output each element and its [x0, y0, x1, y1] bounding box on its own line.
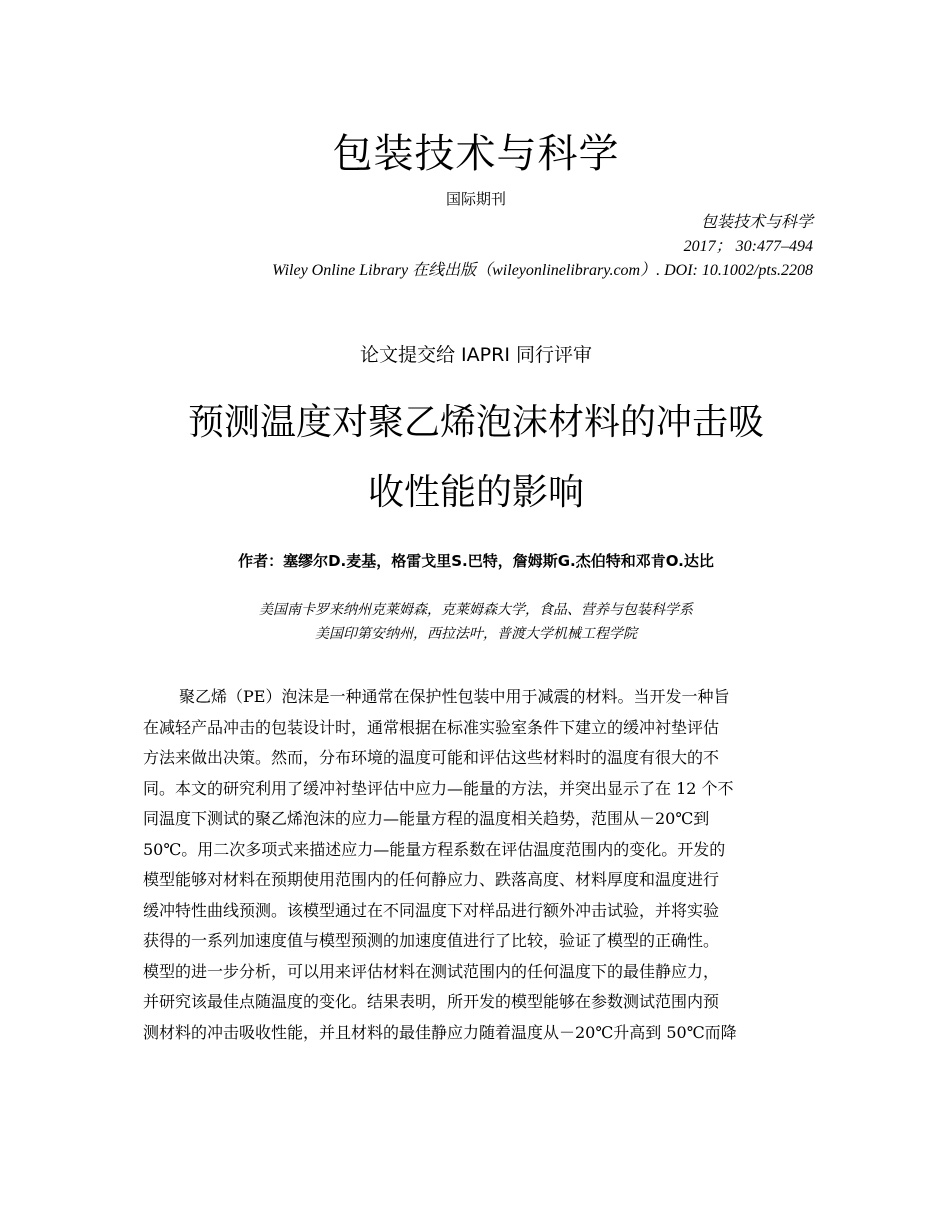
- affiliation-2: 美国印第安纳州，西拉法叶，普渡大学机械工程学院: [315, 626, 637, 642]
- abstract-line: 模型的进一步分析，可以用来评估材料在测试范围内的任何温度下的最佳静应力，: [143, 961, 720, 981]
- citation-block: [93, 211, 813, 283]
- abstract-line: 并研究该最佳点随温度的变化。结果表明，所开发的模型能够在参数测试范围内预: [143, 992, 720, 1011]
- journal-subtitle: 国际期刊: [445, 190, 506, 208]
- journal-title: 包装技术与科学: [332, 131, 620, 177]
- abstract-line: 测材料的冲击吸收性能，并且材料的最佳静应力随着温度从－20℃升高到 50℃而降: [143, 1022, 737, 1042]
- abstract-line: 在减轻产品冲击的包装设计时，通常根据在标准实验室条件下建立的缓冲衬垫评估: [143, 717, 720, 737]
- abstract-line: 模型能够对材料在预期使用范围内的任何静应力、跌落高度、材料厚度和温度进行: [143, 870, 720, 889]
- abstract-line: 方法来做出决策。然而，分布环境的温度可能和评估这些材料时的温度有很大的不: [143, 748, 720, 767]
- citation-online-doi: Wiley Online Library 在线出版（wileyonlinelibrary.com）. DOI: 10.1002/pts.2208: [272, 262, 813, 279]
- abstract-line: 同温度下测试的聚乙烯泡沫的应力—能量方程的温度相关趋势，范围从－20℃到: [143, 809, 710, 828]
- review-note: 论文提交给 IAPRI 同行评审: [360, 344, 592, 366]
- paper-title-line-1: 预测温度对聚乙烯泡沫材料的冲击吸: [187, 402, 764, 443]
- paper-title: [130, 388, 822, 528]
- author-list: 作者：塞缪尔D.麦基，格雷戈里S.巴特，詹姆斯G.杰伯特和邓肯O.达比: [238, 552, 714, 570]
- paper-title-line-2: 收性能的影响: [367, 472, 584, 513]
- abstract-line: 同。本文的研究利用了缓冲衬垫评估中应力—能量的方法，并突出显示了在 12 个不: [143, 778, 734, 798]
- abstract-line: 50℃。用二次多项式来描述应力—能量方程系数在评估温度范围内的变化。开发的: [143, 839, 726, 859]
- abstract-paragraph: [143, 682, 813, 1048]
- affiliation-1: 美国南卡罗来纳州克莱姆森，克莱姆森大学，食品、营养与包装科学系: [259, 602, 693, 618]
- abstract-line: 获得的一系列加速度值与模型预测的加速度值进行了比较，验证了模型的正确性。: [143, 931, 720, 950]
- affiliations: [0, 598, 952, 646]
- abstract-line: 缓冲特性曲线预测。该模型通过在不同温度下对样品进行额外冲击试验，并将实验: [143, 900, 720, 920]
- citation-journal-name: 包装技术与科学: [700, 214, 813, 231]
- abstract-line: 聚乙烯（PE）泡沫是一种通常在保护性包装中用于减震的材料。当开发一种旨: [179, 687, 730, 706]
- citation-volume-info: 2017； 30:477–494: [683, 238, 813, 255]
